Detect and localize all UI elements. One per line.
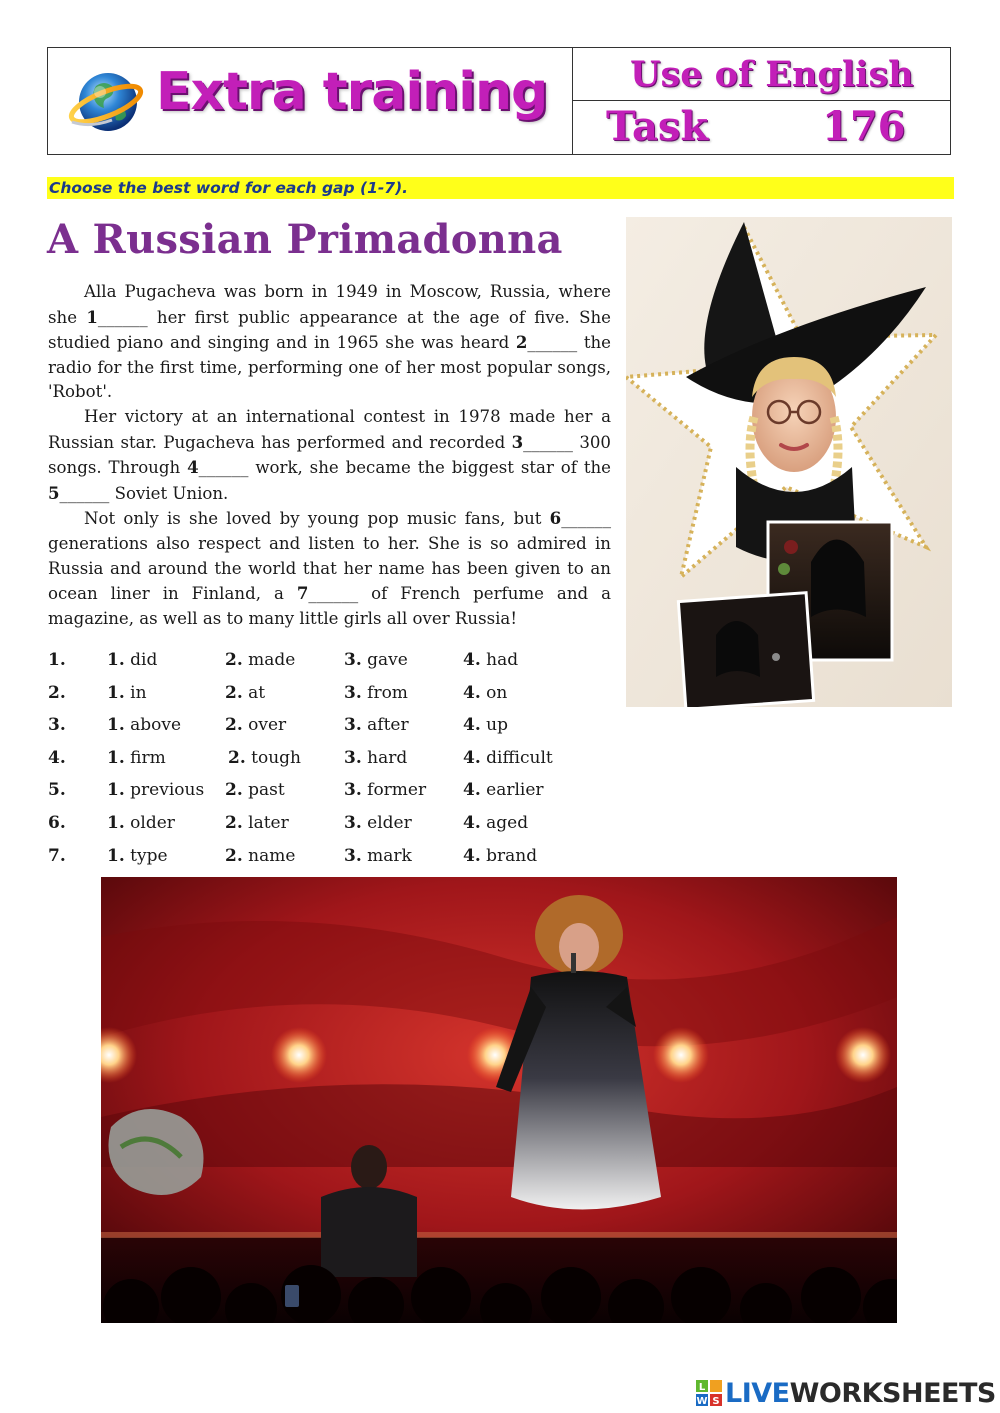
option-3[interactable]: 3. elder: [344, 812, 412, 833]
option-3[interactable]: 3. mark: [344, 845, 412, 866]
question-row: [48, 778, 628, 811]
logo-part-worksheets: WORKSHEETS: [789, 1377, 996, 1409]
logo-letter: L: [698, 1382, 706, 1393]
gap-number: 1: [86, 306, 98, 327]
question-number: 5.: [48, 780, 66, 801]
text: Alla Pugacheva was born in 1949 in Moscow, Russia, where she: [48, 282, 611, 327]
option-4[interactable]: 4. difficult: [463, 747, 553, 768]
question-row: [48, 844, 628, 877]
option-1[interactable]: 1. type: [107, 845, 168, 866]
liveworksheets-wordmark: [725, 1378, 996, 1409]
option-3[interactable]: 3. hard: [344, 747, 408, 768]
option-4[interactable]: 4. brand: [463, 845, 538, 866]
logo-letter: S: [712, 1396, 720, 1406]
gap-number: 6: [549, 508, 562, 529]
text: Her victory at an international contest in 1978 made her a Russian star. Pugacheva has performed and recorded: [48, 406, 611, 452]
question-row: [48, 746, 628, 779]
option-1[interactable]: 1. firm: [107, 747, 166, 768]
text: Not only is she loved by young pop music fans, but: [84, 509, 550, 529]
option-1[interactable]: 1. above: [107, 715, 182, 736]
question-row: [48, 713, 628, 746]
task-label: Task: [606, 103, 709, 150]
option-4[interactable]: 4. earlier: [463, 780, 544, 801]
instruction-bar: Choose the best word for each gap (1-7).: [47, 177, 954, 199]
text: ______ the radio for the first time, performing one of her most popular songs, 'Robot'.: [48, 333, 611, 402]
question-number: 2.: [48, 682, 66, 703]
gap-number: 4: [187, 457, 199, 478]
header-task-cell: [572, 101, 950, 154]
option-2[interactable]: 2. name: [225, 845, 296, 866]
question-row: [48, 811, 628, 844]
text: ______ 300 songs. Through: [48, 432, 611, 478]
text: ______ her first public appearance at the age of five. She studied piano and singing and in 1965 she was heard: [48, 307, 611, 353]
option-2[interactable]: 2. at: [225, 682, 266, 703]
question-number: 4.: [48, 747, 66, 768]
text: ______ Soviet Union.: [59, 483, 229, 503]
stage-light: [653, 1027, 709, 1083]
option-3[interactable]: 3. former: [344, 780, 427, 801]
option-4[interactable]: 4. on: [463, 682, 508, 703]
text: ______ generations also respect and listen to her. She is so admired in Russia and around the world that her name has been given to an ocean liner in Finland, a: [48, 509, 611, 604]
globe-icon: [66, 64, 144, 140]
liveworksheets-logo-icon: [696, 1380, 722, 1406]
concert-illustration: [101, 877, 897, 1323]
option-1[interactable]: 1. did: [107, 650, 158, 670]
option-3[interactable]: 3. gave: [344, 650, 408, 670]
option-2[interactable]: 2. later: [225, 812, 289, 833]
article-text: [48, 280, 611, 631]
header-brand-cell: [48, 48, 573, 154]
question-number: 3.: [48, 715, 66, 736]
question-number: 7.: [48, 845, 66, 866]
question-row: [48, 648, 628, 681]
question-number: 1.: [48, 650, 66, 670]
liveworksheets-logo: [696, 1376, 996, 1410]
article-paragraph-1: [48, 280, 611, 405]
article-title: A Russian Primadonna: [47, 216, 563, 263]
option-4[interactable]: 4. had: [463, 650, 519, 670]
text: ______ of French perfume and a magazine, as well as to many little girls all over Russia!: [48, 584, 612, 628]
answer-options: [48, 648, 628, 876]
option-4[interactable]: 4. aged: [463, 812, 529, 833]
option-1[interactable]: 1. previous: [107, 780, 205, 801]
option-1[interactable]: 1. in: [107, 682, 147, 703]
header-subject: Use of English: [630, 54, 914, 95]
text: ______ work, she became the biggest star of the: [198, 458, 611, 478]
option-2[interactable]: 2. over: [225, 715, 287, 736]
task-number: 176: [822, 103, 906, 150]
option-2[interactable]: 2. made: [225, 650, 296, 670]
article-paragraph-3: [48, 506, 611, 631]
option-2[interactable]: 2. past: [225, 780, 285, 801]
question-number: 6.: [48, 812, 66, 833]
collage-illustration: [626, 217, 952, 707]
logo-part-live: LIVE: [725, 1377, 790, 1409]
option-2[interactable]: 2. tough: [228, 747, 302, 768]
concert-photo: [101, 877, 897, 1323]
option-1[interactable]: 1. older: [107, 812, 175, 833]
logo-letter: W: [696, 1396, 708, 1406]
stage-light: [271, 1027, 327, 1083]
option-3[interactable]: 3. after: [344, 715, 409, 736]
question-row: [48, 681, 628, 714]
stage-light: [835, 1027, 891, 1083]
gap-number: 2: [515, 332, 528, 353]
gap-number: 3: [511, 431, 524, 452]
gap-number: 7: [296, 583, 309, 604]
option-4[interactable]: 4. up: [463, 715, 508, 736]
header-subject-cell: [572, 48, 950, 101]
option-3[interactable]: 3. from: [344, 682, 408, 703]
header-title: Extra training: [156, 62, 548, 122]
header-box: [47, 47, 951, 155]
gap-number: 5: [48, 482, 60, 503]
article-paragraph-2: [48, 405, 611, 506]
photo-collage: [626, 217, 952, 707]
